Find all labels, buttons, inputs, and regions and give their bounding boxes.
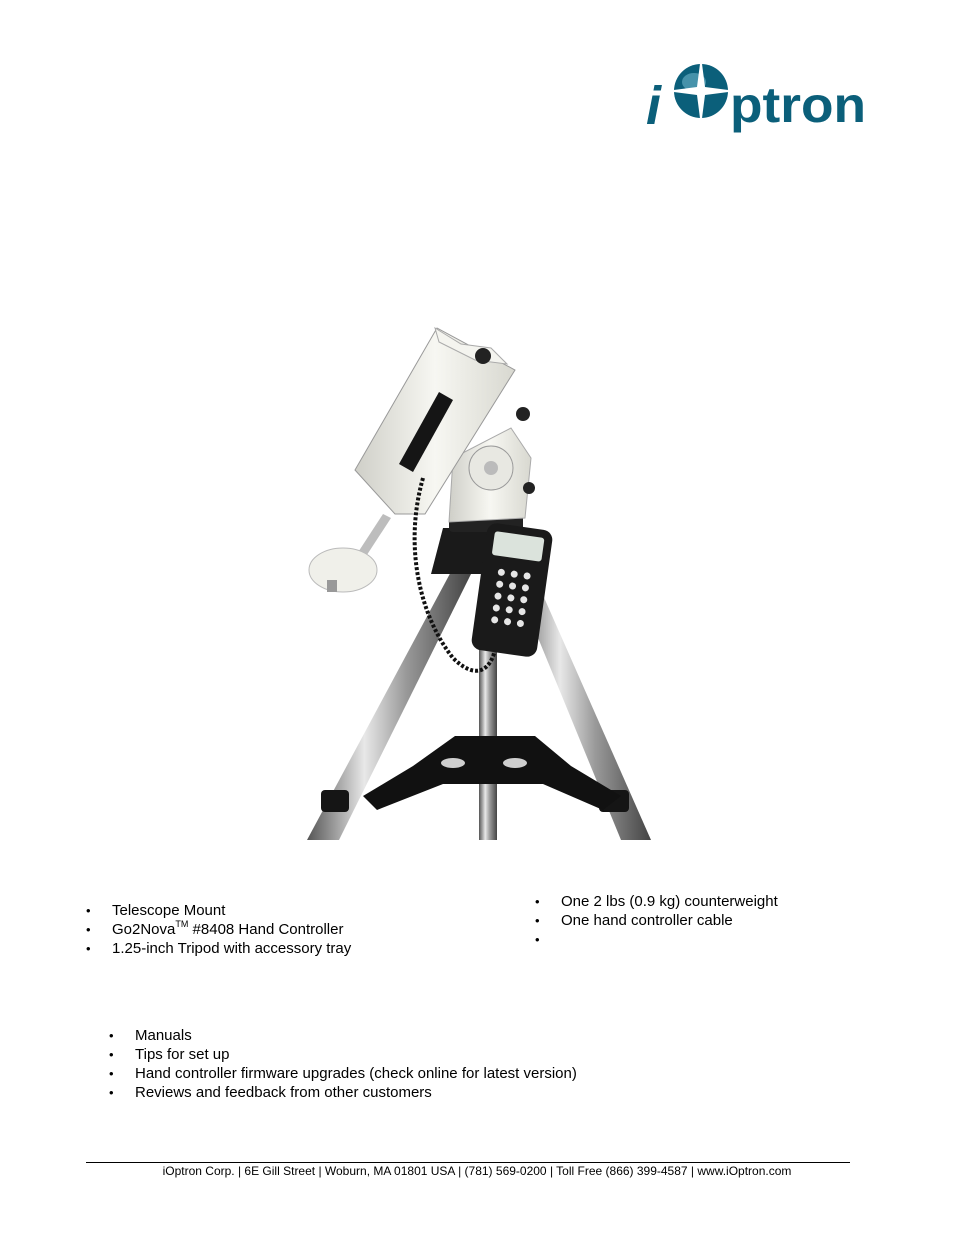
list-item [561, 930, 778, 949]
list-item: • Reviews and feedback from other customers [135, 1083, 577, 1102]
logo-globe-icon [666, 56, 736, 126]
package-contents-left [112, 901, 351, 958]
package-contents-right [561, 892, 778, 949]
list-item: • One hand controller cable [561, 911, 778, 930]
ioptron-logo [644, 48, 870, 138]
telescope-mount-photo [303, 318, 653, 840]
footer-divider [86, 1162, 850, 1163]
list-item: • Hand controller firmware upgrades (check online for latest version) [135, 1064, 577, 1083]
page-footer: iOptron Corp. | 6E Gill Street | Woburn, MA 01801 USA | (781) 569-0200 | Toll Free (866) 399-4587 | www.iOptron.com [162, 1164, 792, 1178]
list-item: • Tips for set up [135, 1045, 577, 1064]
logo-text-i: i [646, 76, 662, 136]
list-item: • 1.25-inch Tripod with accessory tray [112, 939, 351, 958]
list-item: • One 2 lbs (0.9 kg) counterweight [561, 892, 778, 911]
list-item: • Manuals [135, 1026, 577, 1045]
online-support-list [135, 1026, 577, 1102]
logo-text-ptron: ptron [730, 77, 866, 133]
list-item: • Telescope Mount [112, 901, 351, 920]
list-item: • Go2Nova™ #8408 Hand Controller [112, 920, 351, 939]
